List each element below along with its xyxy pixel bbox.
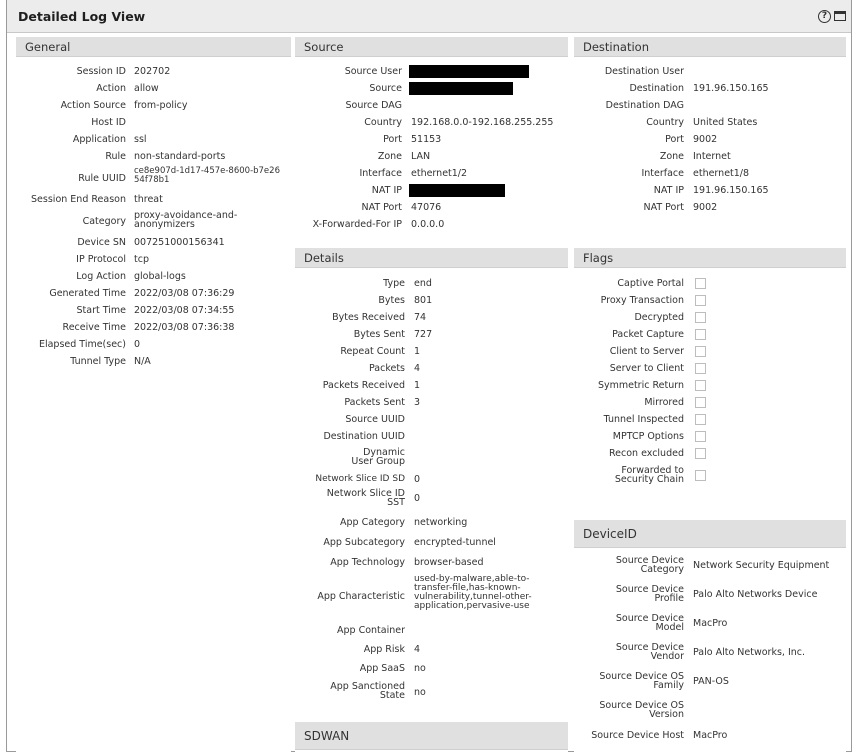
details-row: Network Slice ID SST 0	[326, 488, 421, 508]
details-row: Bytes Received 74	[332, 312, 427, 323]
details-row: Bytes Sent 727	[353, 329, 433, 340]
deviceid-row: Source Device OS Version	[599, 700, 684, 720]
general-row: Session ID 202702	[76, 66, 171, 77]
general-row: Generated Time 2022/03/08 07:36:29	[49, 288, 235, 299]
source-row: X-Forwarded-For IP 0.0.0.0	[312, 219, 445, 230]
details-panel	[295, 248, 568, 712]
destination-row: Port 9002	[665, 134, 718, 145]
general-row: Start Time 2022/03/08 07:34:55	[76, 305, 235, 316]
mirrored-checkbox[interactable]	[695, 397, 706, 408]
details-row: Source UUID	[345, 414, 405, 425]
captive-portal-checkbox[interactable]	[695, 278, 706, 289]
general-row: Application ssl	[72, 134, 147, 145]
client-to-server-checkbox[interactable]	[695, 346, 706, 357]
general-row: Rule non-standard-ports	[105, 151, 226, 162]
general-row: Action allow	[96, 83, 159, 94]
deviceid-row: Source Device Vendor Palo Alto Networks, Inc.	[615, 642, 806, 662]
deviceid-row: Source Device Model MacPro	[615, 613, 728, 633]
destination-row: NAT IP 191.96.150.165	[653, 185, 769, 196]
decrypted-checkbox[interactable]	[695, 312, 706, 323]
sdwan-panel	[295, 722, 568, 752]
general-header: General	[16, 37, 291, 57]
flag-row: Forwarded to Security Chain	[574, 466, 846, 486]
general-row: Rule UUID ce8e907d-1d17-457e-8600-b7e2654f78b1	[78, 166, 280, 185]
details-row: Packets 4	[368, 363, 421, 374]
general-row: Device SN 007251000156341	[77, 237, 225, 248]
destination-header: Destination	[574, 37, 846, 57]
redacted-value	[409, 82, 513, 95]
details-row: Bytes 801	[378, 295, 433, 306]
packet-capture-checkbox[interactable]	[695, 329, 706, 340]
flag-row: Server to Client	[574, 363, 846, 377]
forwarded-to-security-chain-checkbox[interactable]	[695, 470, 706, 481]
deviceid-row: Source Device Host MacPro	[591, 730, 728, 741]
source-row: Interface ethernet1/2	[359, 168, 468, 179]
details-row: App Risk 4	[363, 644, 421, 655]
source-row: Port 51153	[383, 134, 442, 145]
flag-row: Decrypted	[574, 312, 846, 326]
details-row: Network Slice ID SD 0	[315, 474, 421, 485]
source-row: Country 192.168.0.0-192.168.255.255	[364, 117, 554, 128]
source-row: Source	[295, 83, 568, 97]
details-row: App Characteristic used-by-malware,able-to-transfer-file,has-known-vulnerability,tunnel-other-application,pervasive-use	[317, 574, 532, 611]
details-row: Destination UUID	[323, 431, 405, 442]
flag-row: Symmetric Return	[574, 380, 846, 394]
symmetric-return-checkbox[interactable]	[695, 380, 706, 391]
deviceid-header: DeviceID	[574, 520, 846, 548]
details-row: App Subcategory encrypted-tunnel	[323, 537, 496, 548]
source-header: Source	[295, 37, 568, 57]
details-row: Packets Received 1	[322, 380, 421, 391]
title-bar	[7, 0, 851, 33]
source-row: NAT Port 47076	[361, 202, 442, 213]
flag-row: Captive Portal	[574, 278, 846, 292]
details-row: App Container	[336, 625, 405, 636]
general-row: Elapsed Time(sec) 0	[38, 339, 141, 350]
sdwan-header: SDWAN	[295, 722, 568, 750]
flag-row: Mirrored	[574, 397, 846, 411]
destination-row: Destination DAG	[605, 100, 684, 111]
maximize-icon[interactable]	[834, 11, 846, 21]
destination-row: Destination User	[604, 66, 684, 77]
general-row: Log Action global-logs	[76, 271, 186, 282]
general-row: Receive Time 2022/03/08 07:36:38	[62, 322, 235, 333]
recon-excluded-checkbox[interactable]	[695, 448, 706, 459]
general-row: Session End Reason threat	[31, 194, 163, 205]
mptcp-options-checkbox[interactable]	[695, 431, 706, 442]
source-row: NAT IP	[295, 185, 568, 199]
destination-panel	[574, 37, 846, 237]
details-header: Details	[295, 248, 568, 268]
general-row: IP Protocol tcp	[76, 254, 149, 265]
source-row: Zone LAN	[377, 151, 431, 162]
flags-panel	[574, 248, 846, 508]
destination-row: Destination 191.96.150.165	[629, 83, 769, 94]
flag-row: Proxy Transaction	[574, 295, 846, 309]
help-icon[interactable]: ?	[818, 10, 831, 23]
details-row: App Technology browser-based	[330, 557, 484, 568]
detailed-log-view-window	[6, 0, 852, 752]
deviceid-row: Source Device Profile Palo Alto Networks Device	[615, 584, 818, 604]
source-row: Source User	[295, 66, 568, 80]
destination-row: Zone Internet	[659, 151, 731, 162]
tunnel-inspected-checkbox[interactable]	[695, 414, 706, 425]
general-row: Category proxy-avoidance-and-anonymizers	[82, 210, 238, 230]
proxy-transaction-checkbox[interactable]	[695, 295, 706, 306]
destination-row: NAT Port 9002	[643, 202, 718, 213]
window-title: Detailed Log View	[18, 9, 146, 24]
destination-row: Interface ethernet1/8	[641, 168, 750, 179]
general-row: Host ID	[91, 117, 126, 128]
redacted-value	[409, 184, 505, 197]
flag-row: Tunnel Inspected	[574, 414, 846, 428]
flag-row: MPTCP Options	[574, 431, 846, 445]
details-row: Type end	[383, 278, 432, 289]
destination-row: Country United States	[646, 117, 758, 128]
details-row: Packets Sent 3	[344, 397, 421, 408]
flag-row: Packet Capture	[574, 329, 846, 343]
details-row: Repeat Count 1	[340, 346, 421, 357]
general-row: Action Source from-policy	[60, 100, 188, 111]
server-to-client-checkbox[interactable]	[695, 363, 706, 374]
redacted-value	[409, 65, 529, 78]
general-row: Tunnel Type N/A	[70, 356, 151, 367]
source-panel	[295, 37, 568, 237]
general-panel	[16, 37, 291, 752]
source-row: Source DAG	[345, 100, 402, 111]
details-row: Dynamic User Group	[351, 447, 405, 467]
deviceid-row: Source Device Category Network Security Equipment	[615, 555, 830, 575]
flags-header: Flags	[574, 248, 846, 268]
deviceid-panel	[574, 520, 846, 752]
flag-row: Recon excluded	[574, 448, 846, 462]
deviceid-row: Source Device OS Family PAN-OS	[599, 671, 729, 691]
details-row: App Category networking	[340, 517, 468, 528]
details-row: App Sanctioned State no	[330, 681, 426, 701]
details-row: App SaaS no	[359, 663, 426, 674]
flag-row: Client to Server	[574, 346, 846, 360]
